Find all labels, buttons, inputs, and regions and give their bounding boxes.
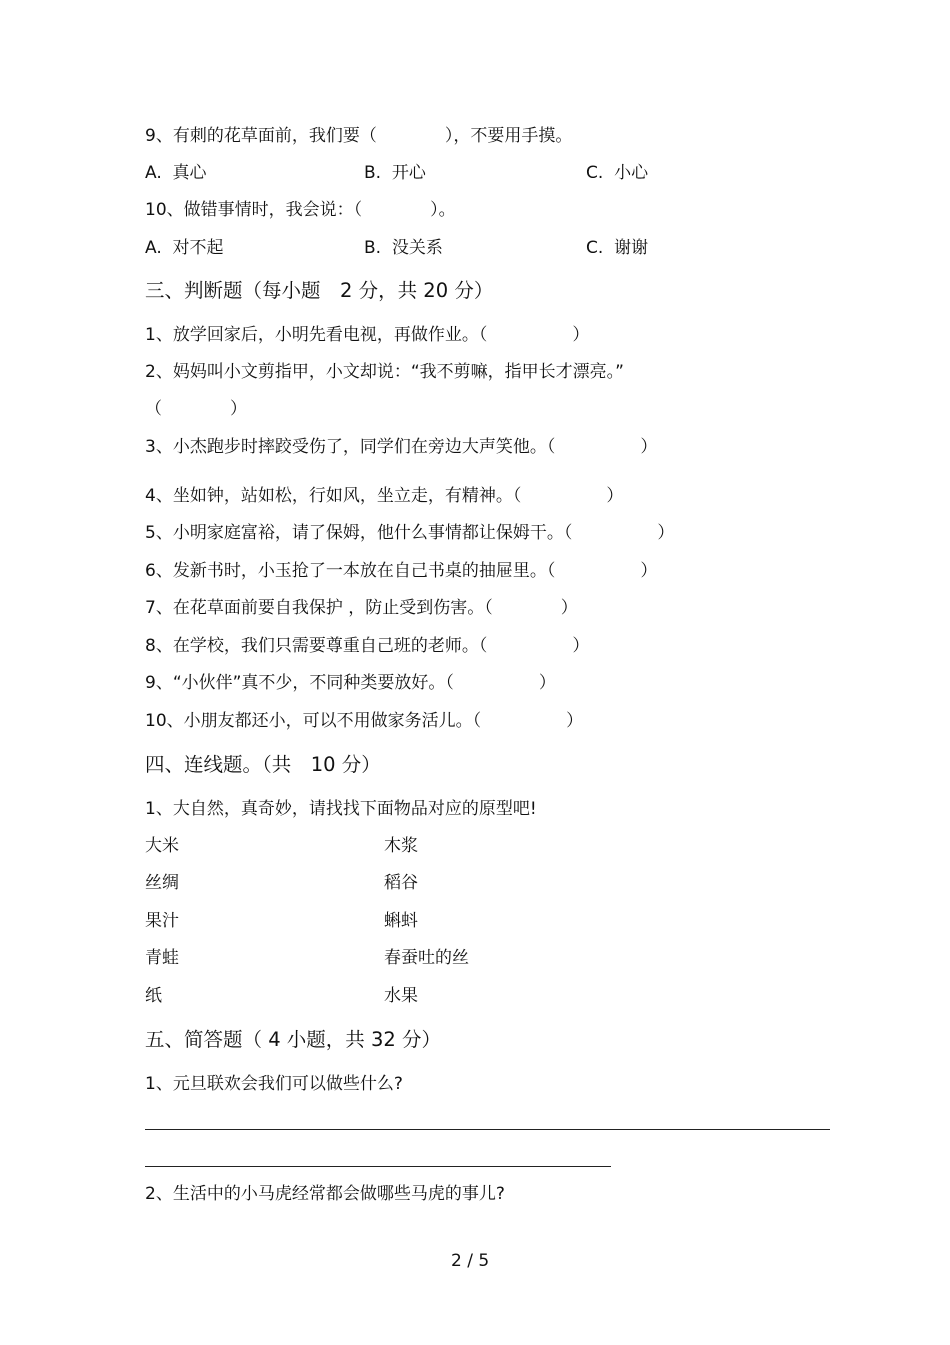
match-right-3: 蝌蚪: [384, 911, 418, 931]
judge-item-9: 9、“小伙伴”真不少，不同种类要放好。（ ）: [145, 673, 556, 693]
judge-item-2: 2、妈妈叫小文剪指甲，小文却说：“我不剪嘛，指甲长才漂亮。”: [145, 362, 624, 382]
q9-option-c: C. 小心: [586, 163, 649, 183]
judge-item-5: 5、小明家庭富裕，请了保姆，他什么事情都让保姆干。（ ）: [145, 523, 675, 543]
judge-item-7: 7、在花草面前要自我保护 ，防止受到伤害。（ ）: [145, 598, 578, 618]
page-number: 2 / 5: [451, 1251, 490, 1271]
judge-item-10: 10、小朋友都还小，可以不用做家务活儿。（ ）: [145, 711, 584, 731]
judge-item-3: 3、小杰跑步时摔跤受伤了，同学们在旁边大声笑他。（ ）: [145, 437, 658, 457]
match-left-4: 青蛙: [145, 948, 179, 968]
match-left-3: 果汁: [145, 911, 179, 931]
match-left-1: 大米: [145, 836, 179, 856]
match-right-2: 稻谷: [384, 873, 418, 893]
judge-item-4: 4、坐如钟，站如松，行如风，坐立走，有精神。（ ）: [145, 486, 624, 506]
q10-option-a: A. 对不起: [145, 238, 224, 258]
q10-stem: 10、做错事情时，我会说：（ ）。: [145, 200, 456, 220]
match-left-5: 纸: [145, 986, 162, 1006]
match-right-4: 春蚕吐的丝: [384, 948, 469, 968]
short-answer-q1: 1、元旦联欢会我们可以做些什么?: [145, 1074, 403, 1094]
q10-option-c: C. 谢谢: [586, 238, 649, 258]
q10-option-b: B. 没关系: [364, 238, 443, 258]
short-answer-q2: 2、生活中的小马虎经常都会做哪些马虎的事儿?: [145, 1184, 505, 1204]
match-right-1: 木浆: [384, 836, 418, 856]
section4-heading: 四、连线题。（共 10 分）: [145, 753, 381, 776]
section3-heading: 三、判断题（每小题 2 分，共 20 分）: [145, 279, 494, 302]
judge-item-2-blank: （ ）: [145, 399, 247, 419]
judge-item-1: 1、放学回家后，小明先看电视，再做作业。（ ）: [145, 325, 590, 345]
q9-stem: 9、有刺的花草面前，我们要（ ），不要用手摸。: [145, 126, 573, 146]
q9-option-b: B. 开心: [364, 163, 426, 183]
matching-prompt: 1、大自然，真奇妙，请找找下面物品对应的原型吧!: [145, 799, 537, 819]
answer-line-1: [145, 1129, 830, 1130]
q9-option-a: A. 真心: [145, 163, 207, 183]
judge-item-6: 6、发新书时，小玉抢了一本放在自己书桌的抽屉里。（ ）: [145, 561, 658, 581]
match-right-5: 水果: [384, 986, 418, 1006]
match-left-2: 丝绸: [145, 873, 179, 893]
section5-heading: 五、简答题（ 4 小题，共 32 分）: [145, 1028, 442, 1051]
answer-line-2: [145, 1166, 611, 1167]
judge-item-8: 8、在学校，我们只需要尊重自己班的老师。（ ）: [145, 636, 590, 656]
